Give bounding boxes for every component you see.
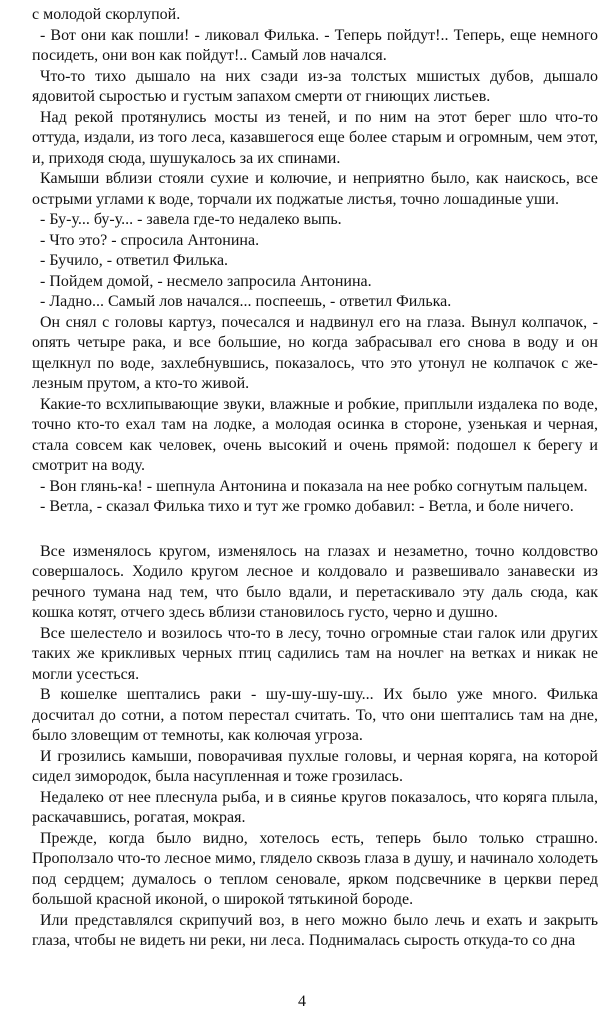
paragraph: В кошелке шептались раки - шу-шу-шу-шу... Их было уже много. Филька досчитал до сотни, а потом перестал считать. То, что они шептались там на дне, было зловещим от темноты, как колючая угроза. [32, 686, 598, 744]
paragraph: Камыши вблизи стояли сухие и колючие, и неприятно было, как наискось, все острыми углами к воде, торчали их поджатые листья, точно лошадиные уши. [32, 170, 598, 208]
paragraph: Какие-то всхлипывающие звуки, влажные и робкие, приплыли издалека по воде, точно кто-то ехал там на лодке, а молодая осинка в стороне, узенькая и черная, стала совсем как человек, очень высокий и очень прямой: подошел к берегу и смотрит на воду. [32, 395, 598, 474]
paragraph: Прежде, когда было видно, хотелось есть, теперь было только страшно. Проползало что-то лесное мимо, глядело сквозь глаза в душу, и начинало холодеть под сердцем; думалось о теплом сеновале, ярком подсвечнике в церкви перед большой красной иконой, о широкой тятькиной бороде. [32, 829, 598, 908]
paragraph: Недалеко от нее плеснула рыба, и в сиянье кругов показалось, что коряга плыла, раскачавшись, рогатая, мокрая. [32, 788, 598, 826]
page-number: 4 [298, 993, 306, 1010]
paragraph: Он снял с головы картуз, почесался и надвинул его на глаза. Вынул колпачок, - опять четыре рака, и все большие, но когда забрасывал его снова в воду и он щелкнул по воде, захлебнувшись, показалось, что это утонул не колпачок с железным прутом, а кто-то живой. [32, 313, 598, 392]
section-break [32, 518, 598, 542]
paragraph: Все шелестело и возилось что-то в лесу, точно огромные стаи галок или других таких же крикливых черных птиц садились там на ночлег на ветках и никак не могли усесться. [32, 624, 598, 683]
paragraph: - Что это? - спросила Антонина. [40, 231, 260, 249]
paragraph: - Вон глянь-ка! - шепнула Антонина и показала на нее робко согнутым пальцем. [40, 477, 588, 495]
paragraph: - Бучило, - ответил Филька. [40, 252, 229, 269]
paragraph: - Ладно... Самый лов начался... поспеешь, - ответил Филька. [40, 293, 452, 310]
paragraph: Все изменялось кругом, изменялось на глазах и незаметно, точно колдовство совершалось. Ходило кругом лесное и колдовало и развешивало занавески из речного тумана над тем, что было вдали, и перетаскивало эту даль сюда, как кошка котят, отчего здесь вблизи становилось густо, черно и душно. [32, 542, 598, 621]
page-text [32, 5, 598, 952]
paragraph: - Ветла, - сказал Филька тихо и тут же громко добавил: - Ветла, и боле ничего. [40, 498, 574, 515]
paragraph: Что-то тихо дышало на них сзади из-за толстых мшистых дубов, дышало ядовитой сыростью и густым запахом смерти от гниющих листьев. [32, 67, 598, 105]
paragraph: с молодой скорлупой. [32, 6, 181, 23]
paragraph: - Вот они как пошли! - ликовал Филька. - Теперь пойдут!.. Теперь, еще немного посидеть, они вон как пойдут!.. Самый лов начался. [32, 26, 598, 64]
paragraph: Или представлялся скрипучий воз, в него можно было лечь и ехать и закрыть глаза, чтобы не видеть ни реки, ни леса. Поднималась сырость откуда-то со дна [32, 911, 598, 949]
paragraph: И грозились камыши, поворачивая пухлые головы, и черная коряга, на которой сидел зимородок, была насупленная и тоже грозилась. [32, 747, 598, 785]
paragraph: - Пойдем домой, - несмело запросила Антонина. [40, 272, 372, 290]
paragraph: Над рекой протянулись мосты из теней, и по ним на этот берег шло что-то оттуда, издали, из того леса, казавшегося еще более старым и огромным, чем этот, и, приходя сюда, шушукалось за их спинами. [32, 108, 598, 167]
paragraph: - Бу-у... бу-у... - завела где-то недалеко выпь. [40, 211, 342, 228]
